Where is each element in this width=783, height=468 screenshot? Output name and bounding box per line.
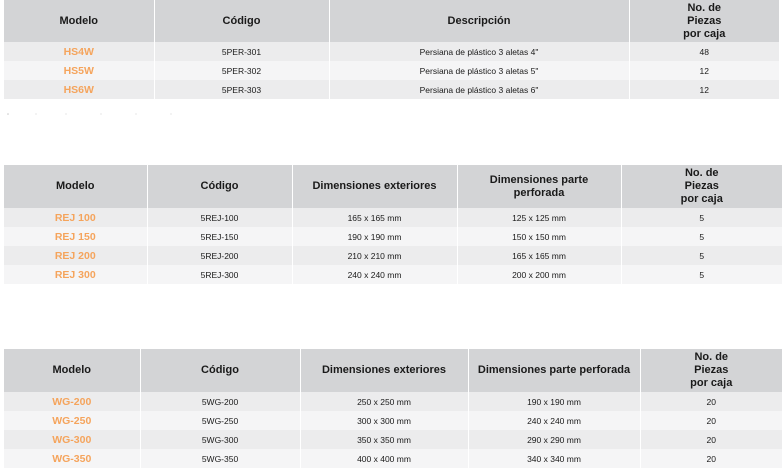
- wg-table: [4, 349, 782, 468]
- pieces-cell: 5: [621, 265, 782, 284]
- pieces-cell: 5: [621, 246, 782, 265]
- code-cell: 5WG-250: [140, 411, 300, 430]
- description-cell: Persiana de plástico 3 aletas 6": [329, 80, 629, 99]
- table-row: [4, 430, 782, 449]
- perforated-dimensions-cell: 190 x 190 mm: [468, 392, 640, 411]
- pieces-cell: 20: [640, 430, 782, 449]
- model-cell: REJ 100: [4, 208, 147, 227]
- pieces-cell: 12: [629, 61, 779, 80]
- model-cell: WG-350: [4, 449, 140, 468]
- table-row: [4, 411, 782, 430]
- description-cell: Persiana de plástico 3 aletas 5": [329, 61, 629, 80]
- header-modelo: Modelo: [4, 0, 154, 42]
- header-modelo: Modelo: [4, 349, 140, 392]
- perforated-dimensions-cell: 240 x 240 mm: [468, 411, 640, 430]
- pieces-cell: 5: [621, 227, 782, 246]
- code-cell: 5PER-302: [154, 61, 329, 80]
- decorative-dotted-line: [6, 112, 176, 116]
- model-cell: HS5W: [4, 61, 154, 80]
- model-cell: WG-200: [4, 392, 140, 411]
- perforated-dimensions-cell: 290 x 290 mm: [468, 430, 640, 449]
- exterior-dimensions-cell: 240 x 240 mm: [292, 265, 457, 284]
- perforated-dimensions-cell: 125 x 125 mm: [457, 208, 621, 227]
- code-cell: 5WG-350: [140, 449, 300, 468]
- pieces-cell: 12: [629, 80, 779, 99]
- exterior-dimensions-cell: 250 x 250 mm: [300, 392, 468, 411]
- table-header-row: [4, 0, 779, 42]
- perforated-dimensions-cell: 150 x 150 mm: [457, 227, 621, 246]
- header-modelo: Modelo: [4, 165, 147, 208]
- perforated-dimensions-cell: 340 x 340 mm: [468, 449, 640, 468]
- code-cell: 5WG-200: [140, 392, 300, 411]
- exterior-dimensions-cell: 210 x 210 mm: [292, 246, 457, 265]
- model-cell: REJ 300: [4, 265, 147, 284]
- code-cell: 5REJ-300: [147, 265, 292, 284]
- pieces-cell: 48: [629, 42, 779, 61]
- code-cell: 5REJ-150: [147, 227, 292, 246]
- header-piezas-por-caja: No. de Piezas por caja: [621, 165, 782, 208]
- header-dimensiones-exteriores: Dimensiones exteriores: [300, 349, 468, 392]
- model-cell: REJ 150: [4, 227, 147, 246]
- exterior-dimensions-cell: 400 x 400 mm: [300, 449, 468, 468]
- table-row: [4, 392, 782, 411]
- table-header-row: [4, 165, 782, 208]
- description-cell: Persiana de plástico 3 aletas 4": [329, 42, 629, 61]
- header-codigo: Código: [154, 0, 329, 42]
- table-header-row: [4, 349, 782, 392]
- header-dimensiones-exteriores: Dimensiones exteriores: [292, 165, 457, 208]
- perforated-dimensions-cell: 200 x 200 mm: [457, 265, 621, 284]
- header-codigo: Código: [147, 165, 292, 208]
- model-cell: WG-300: [4, 430, 140, 449]
- persianas-table: [4, 0, 779, 99]
- header-codigo: Código: [140, 349, 300, 392]
- table-row: [4, 227, 782, 246]
- table-row: [4, 246, 782, 265]
- header-dimensiones-perforada: Dimensiones parte perforada: [457, 165, 621, 208]
- exterior-dimensions-cell: 190 x 190 mm: [292, 227, 457, 246]
- pieces-cell: 20: [640, 411, 782, 430]
- table-row: [4, 80, 779, 99]
- table-row: [4, 42, 779, 61]
- pieces-cell: 20: [640, 392, 782, 411]
- perforated-dimensions-cell: 165 x 165 mm: [457, 246, 621, 265]
- table-row: [4, 265, 782, 284]
- header-piezas-por-caja: No. de Piezas por caja: [629, 0, 779, 42]
- pieces-cell: 5: [621, 208, 782, 227]
- header-dimensiones-perforada: Dimensiones parte perforada: [468, 349, 640, 392]
- code-cell: 5REJ-200: [147, 246, 292, 265]
- header-descripcion: Descripción: [329, 0, 629, 42]
- exterior-dimensions-cell: 165 x 165 mm: [292, 208, 457, 227]
- model-cell: REJ 200: [4, 246, 147, 265]
- code-cell: 5PER-301: [154, 42, 329, 61]
- model-cell: HS4W: [4, 42, 154, 61]
- model-cell: WG-250: [4, 411, 140, 430]
- rejillas-table: [4, 165, 782, 284]
- table-row: [4, 61, 779, 80]
- code-cell: 5REJ-100: [147, 208, 292, 227]
- exterior-dimensions-cell: 350 x 350 mm: [300, 430, 468, 449]
- model-cell: HS6W: [4, 80, 154, 99]
- pieces-cell: 20: [640, 449, 782, 468]
- code-cell: 5PER-303: [154, 80, 329, 99]
- header-piezas-por-caja: No. de Piezas por caja: [640, 349, 782, 392]
- table-row: [4, 449, 782, 468]
- table-row: [4, 208, 782, 227]
- code-cell: 5WG-300: [140, 430, 300, 449]
- exterior-dimensions-cell: 300 x 300 mm: [300, 411, 468, 430]
